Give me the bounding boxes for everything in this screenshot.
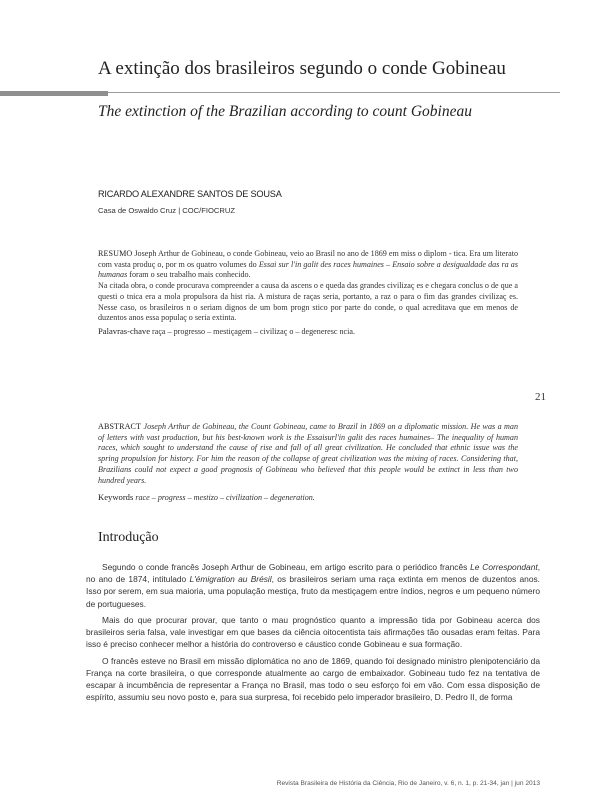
intro-paragraph-3: O francês esteve no Brasil em missão diplomática no ano de 1869, quando foi designado ministro plenipotenciário da França na corte brasileira, o que corresponde atualmente ao cargo de embaixador. Gobineau tudo fez na tentativa de escapar à incumbência de representar a França no Brasil, mas todo o seu esforço foi em vão. Com essa disposição de espírito, assumiu seu novo posto e, para sua surpresa, foi recebido pelo imperador brasileiro, D. Pedro II, de forma	[86, 655, 540, 703]
intro-body	[86, 561, 540, 708]
intro-text-1b: , no ano de 1874, intitulado	[86, 562, 541, 585]
intro-paragraph-2: Mais do que procurar provar, que tanto o mau prognóstico quanto a impressão tida por Gobineau acerca dos brasileiros seria falsa, vale investigar em que bases da ciência oitocentista tais afirmações tão ousadas eram feitas. Para isso é preciso conhecer melhor a história do controverso e cáustico conde Gobineau e sua formação.	[86, 615, 540, 650]
author-affiliation: Casa de Oswaldo Cruz | COC/FIOCRUZ	[98, 206, 236, 215]
page-number: 21	[535, 391, 546, 403]
intro-paragraph-1	[86, 561, 540, 610]
resumo-paragraph-1	[98, 249, 518, 281]
article-subtitle: The extinction of the Brazilian according to count Gobineau	[98, 103, 472, 120]
title-rule-accent	[0, 91, 108, 96]
abstract-text: Joseph Arthur de Gobineau, the Count Gobineau, came to Brazil in 1869 on a diplomatic mission. He was a man of letters with vast production, but his best-known work is the Essaisurl'in galit des races humaines– The inequality of human races, which sought to understand the cause of rise and fall of all great civilization. He concluded that ethnic issue was the spring propulsion for history. For him the reason of the collapse of great civilization was the mixing of races. Considering that, Brazilians could not expect a good prognosis of Gobineau who believed that this people would be extinct in less than two hundred years.	[98, 422, 518, 485]
resumo-paragraph-2: Na citada obra, o conde procurava compreender a causa da ascens o e queda das grandes civilizaç es e chegara conclus o de que a questi o tnica era a mola propulsora da hist ria. A mistura de raças seria, portanto, a raz o para o fim das grandes civilizaç es. Nesse caso, os brasileiros n o seriam dignos de um bom progn stico por parte do conde, o qual acreditava que em menos de duzentos anos essa populaç o seria extinta.	[98, 281, 518, 323]
resumo-book-title: Essai sur l'in galit des races humaines – Ensaio sobre a desigualdade das ra as humanas	[98, 259, 518, 280]
resumo-keywords	[98, 326, 518, 338]
title-rule	[108, 92, 560, 93]
journal-footer: Revista Brasileira de História da Ciência, Rio de Janeiro, v. 6, n. 1, p. 21-34, jan | jun 2013	[276, 780, 540, 787]
intro-text-1c: , os brasileiros seriam uma raça extinta em menos de duzentos anos. Isso por serem, em sua maioria, uma população mestiça, fruto da mestiçagem entre índios, negros e um pequeno número de portugueses.	[86, 574, 540, 609]
author-name: RICARDO ALEXANDRE SANTOS DE SOUSA	[98, 189, 282, 199]
resumo-text-1b: foram o seu trabalho mais conhecido.	[127, 270, 251, 280]
article-title: A extinção dos brasileiros segundo o conde Gobineau	[98, 58, 506, 79]
abstract-keywords-label: Keywords	[98, 492, 134, 503]
abstract-label: ABSTRACT	[98, 422, 142, 431]
article-cited-title: L'émigration au Brésil	[189, 574, 272, 585]
section-heading-introducao: Introdução	[98, 530, 159, 545]
resumo-keywords-list: raça – progresso – mestiçagem – civilizaç o – degeneresc ncia.	[152, 326, 355, 336]
resumo-label: RESUMO	[98, 249, 133, 258]
resumo-text-1a: Joseph Arthur de Gobineau, o conde Gobineau, veio ao Brasil no ano de 1869 em miss o diplom - tica. Era um literato com vasta produç o, por m os quatro volumes do	[98, 249, 518, 269]
periodical-title: Le Correspondant	[470, 562, 538, 572]
abstract-section	[98, 422, 518, 504]
abstract-keywords-list: race – progress – mestizo – civilization – degeneration.	[135, 493, 315, 503]
abstract-paragraph	[98, 422, 518, 486]
resumo-keywords-label: Palavras-chave	[98, 325, 151, 336]
abstract-keywords	[98, 492, 518, 504]
resumo-section	[98, 249, 518, 338]
intro-text-1a: Segundo o conde francês Joseph Arthur de Gobineau, em artigo escrito para o periódico francês	[102, 562, 471, 572]
